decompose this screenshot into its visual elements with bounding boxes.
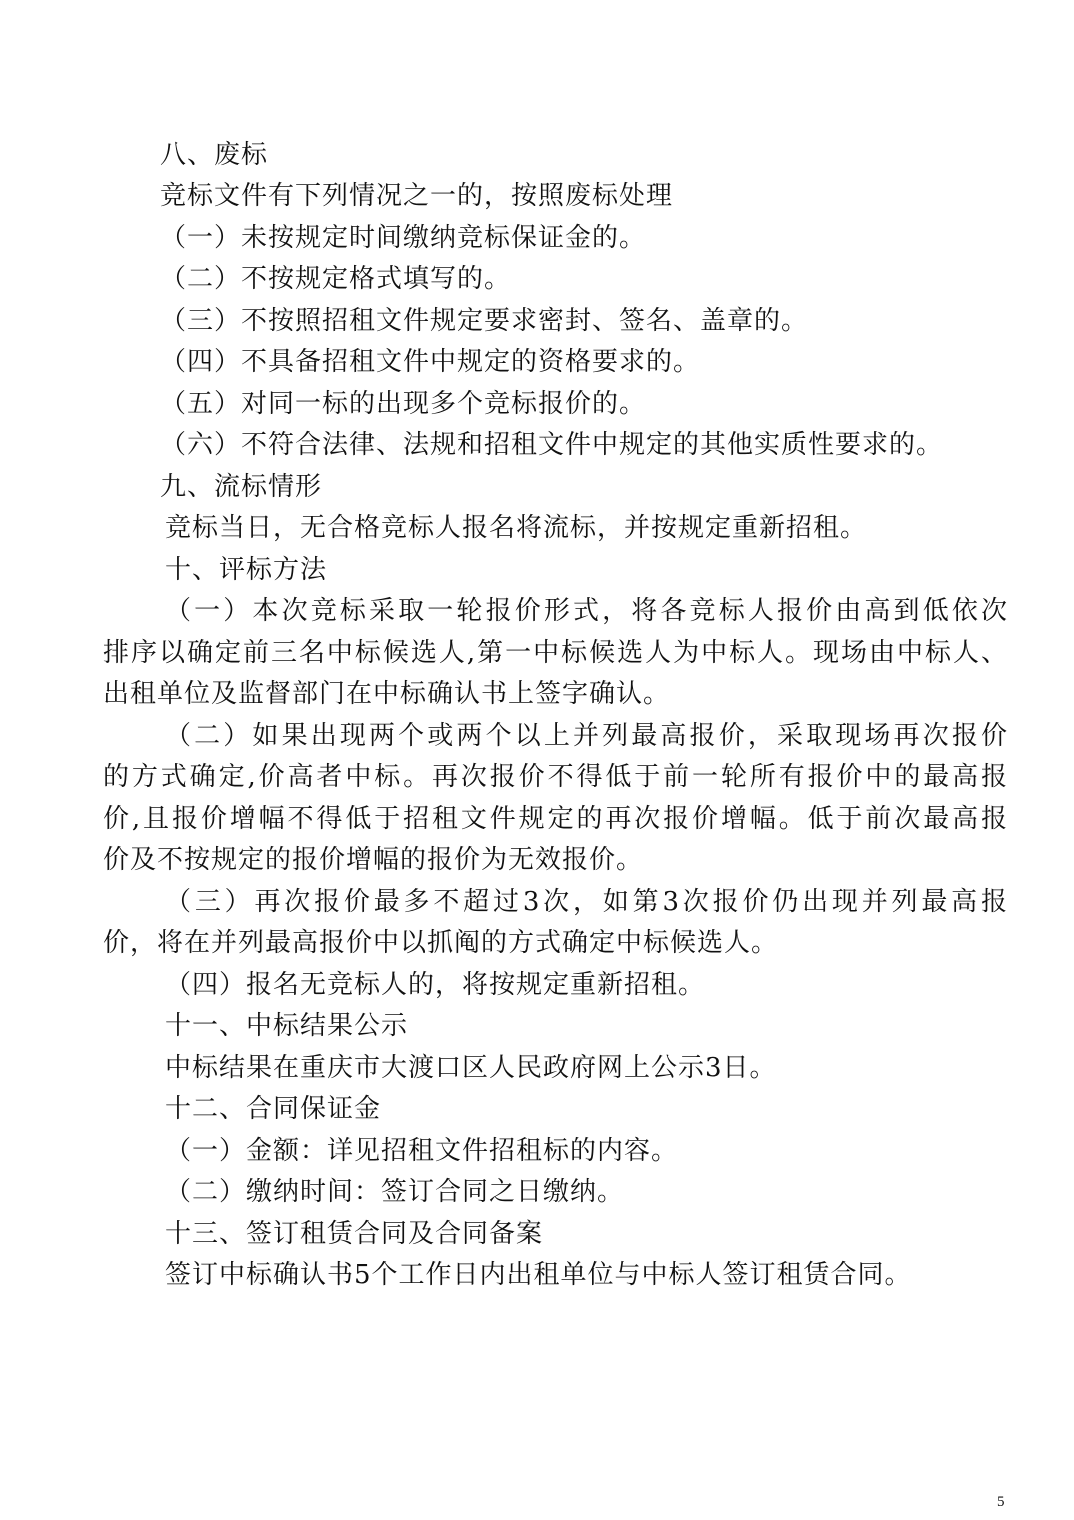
section-heading-9: 九、流标情形 — [160, 472, 323, 502]
paragraph-line: 竞标文件有下列情况之一的，按照废标处理 — [160, 181, 674, 211]
list-item: （一）金额：详见招租文件招租标的内容。 — [165, 1136, 679, 1166]
section-heading-10: 十、评标方法 — [165, 555, 328, 585]
list-item: （五）对同一标的出现多个竞标报价的。 — [160, 389, 647, 419]
paragraph-line: （二）如果出现两个或两个以上并列最高报价，采取现场再次报价 — [165, 721, 1007, 751]
list-item: （三）不按照招租文件规定要求密封、签名、盖章的。 — [160, 306, 809, 336]
paragraph-line: 竞标当日，无合格竞标人报名将流标，并按规定重新招租。 — [165, 513, 868, 543]
paragraph-line: 出租单位及监督部门在中标确认书上签字确认。 — [103, 679, 671, 709]
paragraph-line: （一）本次竞标采取一轮报价形式，将各竞标人报价由高到低依次 — [165, 596, 1007, 626]
page-number: 5 — [997, 1494, 1005, 1510]
paragraph-line: 的方式确定,价高者中标。再次报价不得低于前一轮所有报价中的最高报 — [103, 762, 1007, 792]
paragraph-line: 排序以确定前三名中标候选人,第一中标候选人为中标人。现场由中标人、 — [103, 638, 1007, 668]
section-heading-8: 八、废标 — [160, 140, 269, 170]
paragraph-line: 价及不按规定的报价增幅的报价为无效报价。 — [103, 845, 644, 875]
list-item: （一）未按规定时间缴纳竞标保证金的。 — [160, 223, 647, 253]
list-item: （二）不按规定格式填写的。 — [160, 264, 512, 294]
section-heading-11: 十一、中标结果公示 — [165, 1011, 409, 1041]
paragraph-line: （三）再次报价最多不超过3次，如第3次报价仍出现并列最高报 — [165, 887, 1007, 917]
paragraph-line: 价,且报价增幅不得低于招租文件规定的再次报价增幅。低于前次最高报 — [103, 804, 1007, 834]
paragraph-line: 签订中标确认书5个工作日内出租单位与中标人签订租赁合同。 — [165, 1260, 912, 1290]
list-item: （六）不符合法律、法规和招租文件中规定的其他实质性要求的。 — [160, 430, 944, 460]
paragraph-line: 价，将在并列最高报价中以抓阄的方式确定中标候选人。 — [103, 928, 779, 958]
paragraph-line: 中标结果在重庆市大渡口区人民政府网上公示3日。 — [165, 1053, 777, 1083]
section-heading-13: 十三、签订租赁合同及合同备案 — [165, 1219, 544, 1249]
list-item: （四）不具备招租文件中规定的资格要求的。 — [160, 347, 701, 377]
list-item: （四）报名无竞标人的，将按规定重新招租。 — [165, 970, 706, 1000]
section-heading-12: 十二、合同保证金 — [165, 1094, 382, 1124]
list-item: （二）缴纳时间：签订合同之日缴纳。 — [165, 1177, 625, 1207]
